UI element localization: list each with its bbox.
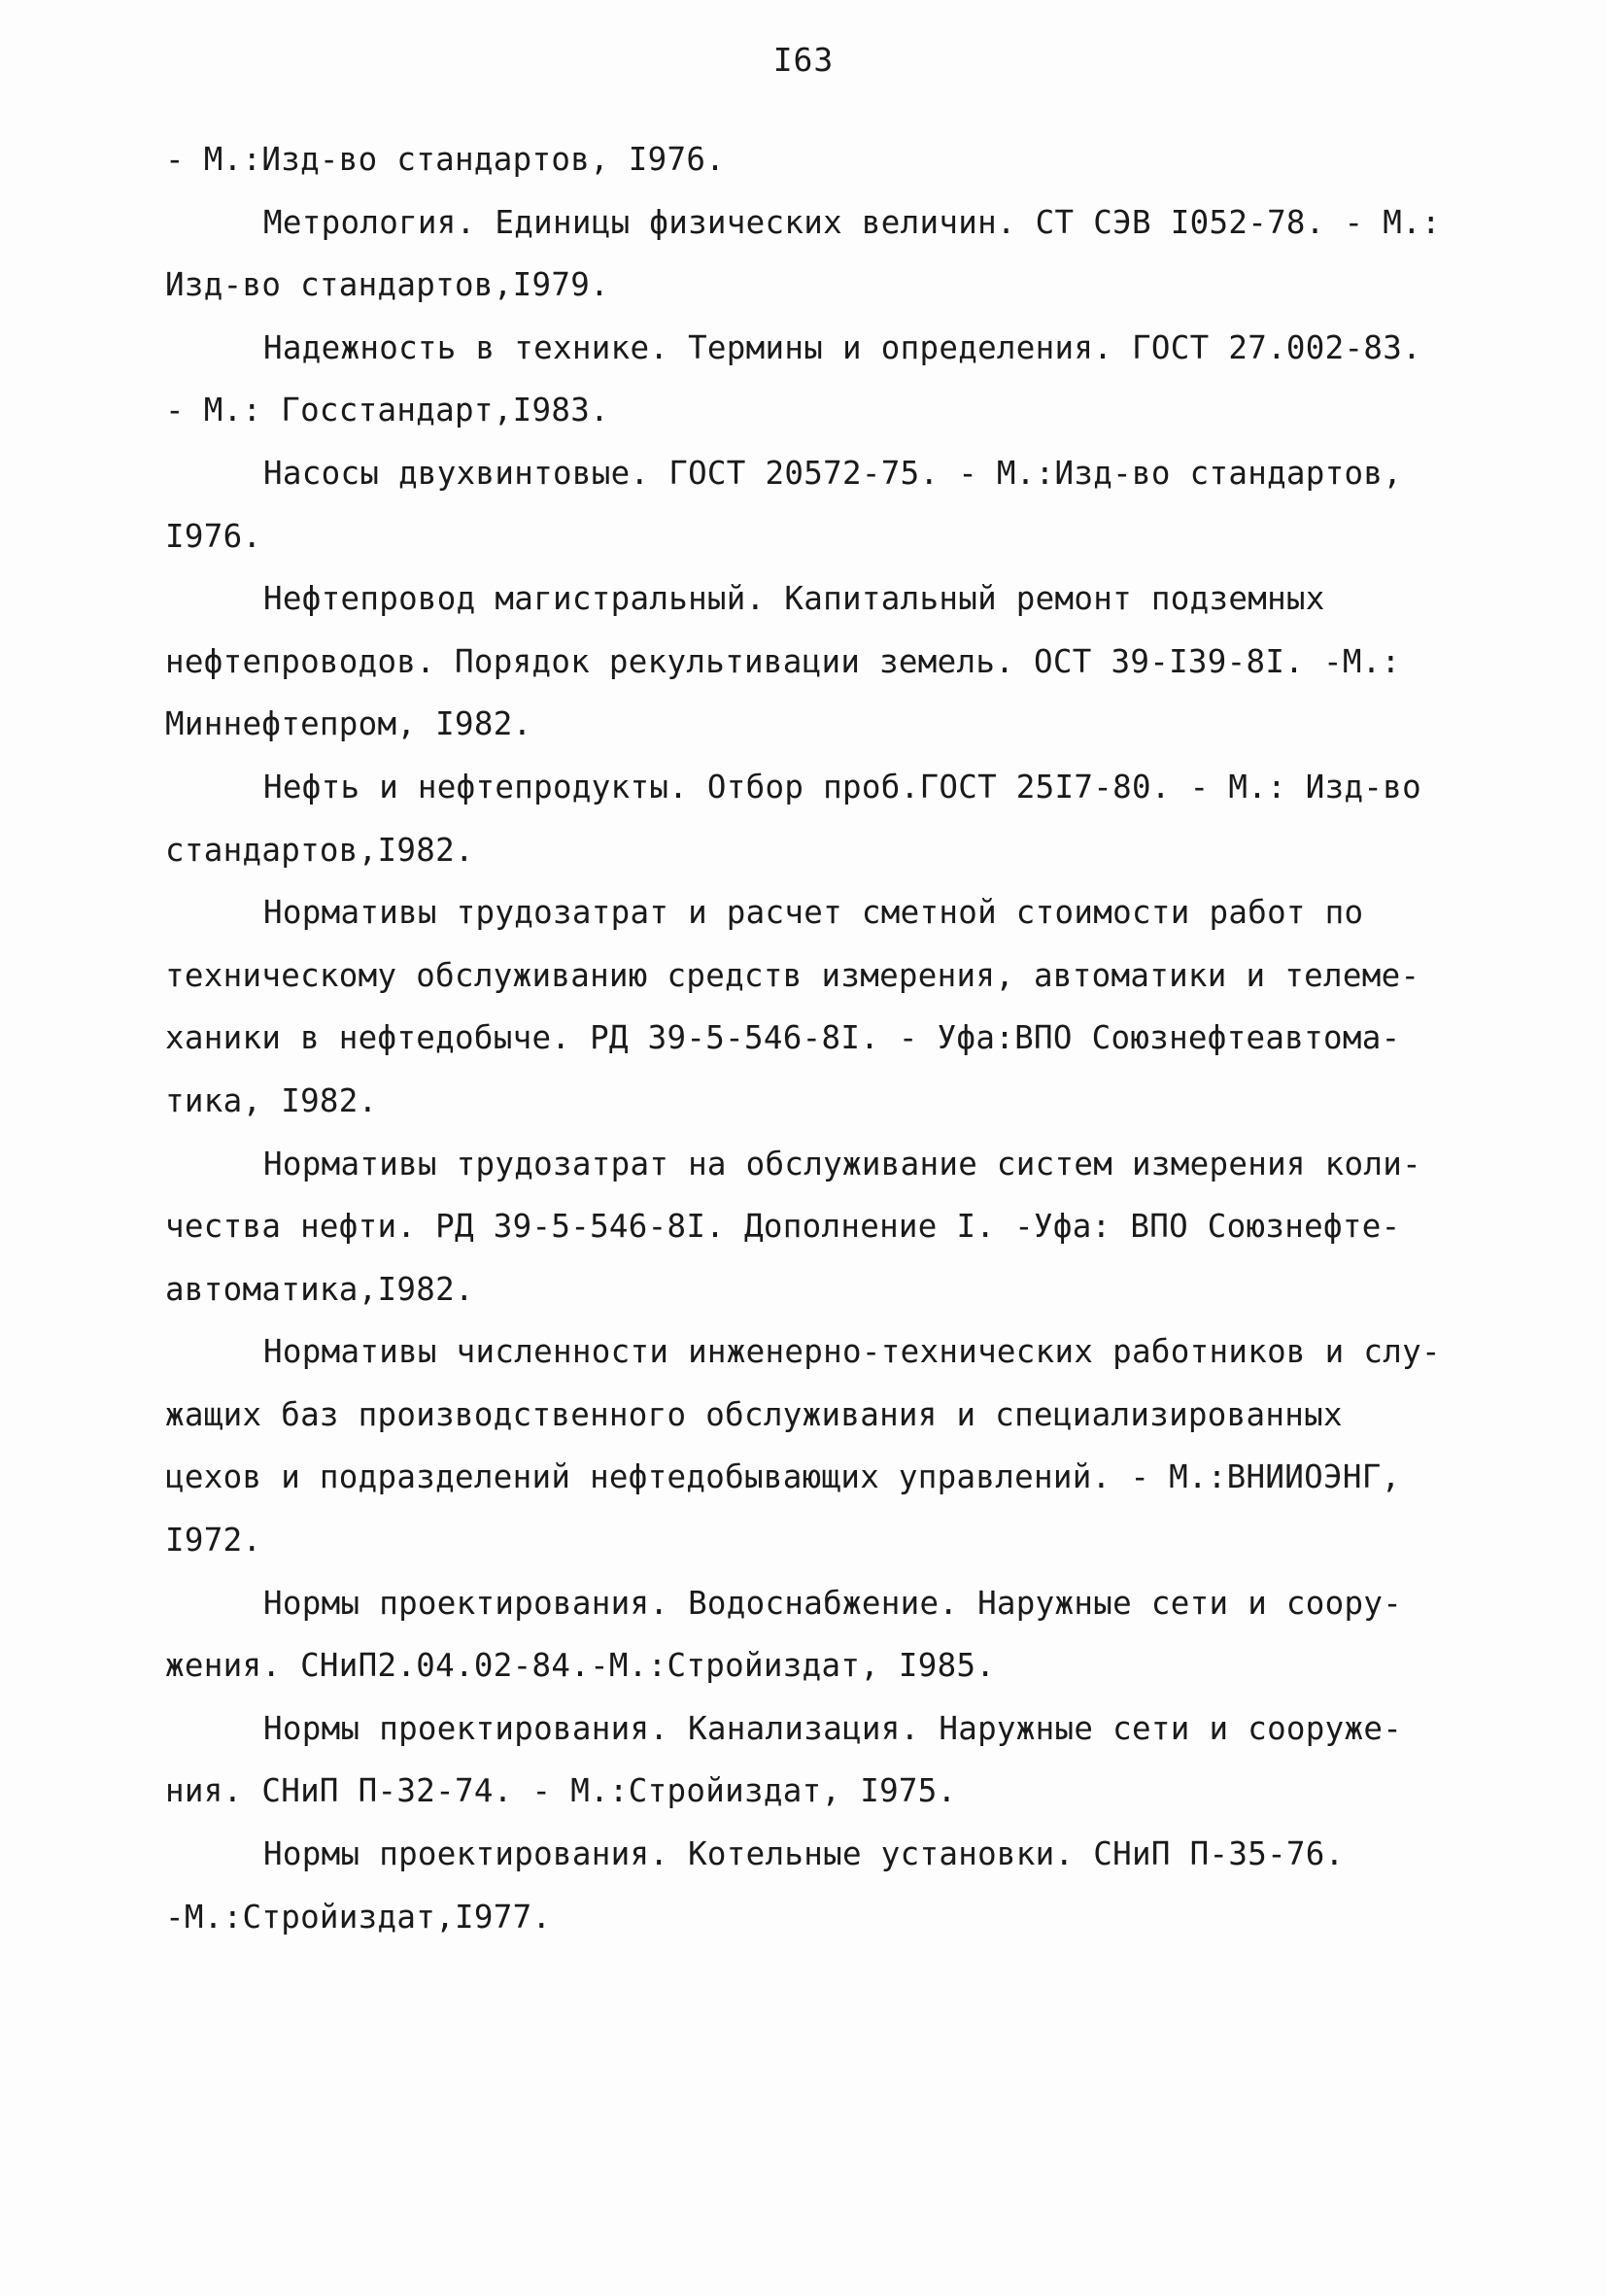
reference-line: -М.:Стройиздат,I977. <box>165 1898 552 1936</box>
reference-line: Нормы проектирования. Канализация. Наружные сети и сооруже- <box>263 1709 1403 1747</box>
reference-line: жащих баз производственного обслуживания и специализированных <box>165 1395 1343 1433</box>
reference-entry <box>165 1697 1477 1823</box>
reference-line: жения. СНиП2.04.02-84.-М.:Стройиздат, I985. <box>165 1647 996 1685</box>
reference-line: - М.:Изд-во стандартов, I976. <box>165 141 726 178</box>
reference-line: тика, I982. <box>165 1081 378 1119</box>
reference-line: I976. <box>165 517 262 555</box>
reference-entry <box>165 128 1477 191</box>
reference-line: стандартов,I982. <box>165 831 474 869</box>
reference-entry <box>165 442 1477 567</box>
reference-line: чества нефти. РД 39-5-546-8I. Дополнение I. -Уфа: ВПО Союзнефте- <box>165 1208 1401 1246</box>
reference-line: Нормативы трудозатрат и расчет сметной стоимости работ по <box>263 894 1364 932</box>
reference-line: Насосы двухвинтовые. ГОСТ 20572-75. - М.:Изд-во стандартов, <box>263 454 1403 492</box>
reference-line: ханики в нефтедобыче. РД 39-5-546-8I. - Уфа:ВПО Союзнефтеавтома- <box>165 1019 1401 1057</box>
reference-line: техническому обслуживанию средств измерения, автоматики и телеме- <box>165 956 1420 994</box>
reference-line: - М.: Госстандарт,I983. <box>165 392 609 429</box>
reference-line: Нефть и нефтепродукты. Отбор проб.ГОСТ 25I7-80. - М.: Изд-во <box>263 768 1421 805</box>
reference-line: Нормы проектирования. Котельные установки. СНиП П-35-76. <box>263 1835 1345 1873</box>
reference-line: Изд-во стандартов,I979. <box>165 266 609 304</box>
reference-line: автоматика,I982. <box>165 1270 474 1308</box>
reference-entry <box>165 191 1477 317</box>
reference-line: Миннефтепром, I982. <box>165 705 532 743</box>
reference-entry <box>165 1823 1477 1948</box>
reference-line: нефтепроводов. Порядок рекультивации земель. ОСТ 39-I39-8I. -М.: <box>165 642 1401 680</box>
reference-line: цехов и подразделений нефтедобывающих управлений. - М.:ВНИИОЭНГ, <box>165 1458 1401 1496</box>
reference-line: ния. СНиП П-32-74. - М.:Стройиздат, I975. <box>165 1772 957 1810</box>
page-number: I63 <box>772 41 835 79</box>
reference-line: Нефтепровод магистральный. Капитальный ремонт подземных <box>263 580 1325 618</box>
reference-entry <box>165 1572 1477 1697</box>
reference-line: Нормы проектирования. Водоснабжение. Наружные сети и соору- <box>263 1584 1403 1622</box>
reference-entry <box>165 756 1477 881</box>
reference-line: I972. <box>165 1522 262 1559</box>
reference-entry <box>165 567 1477 756</box>
reference-line: Надежность в технике. Термины и определения. ГОСТ 27.002-83. <box>263 328 1421 366</box>
reference-entry <box>165 317 1477 442</box>
reference-line: Нормативы трудозатрат на обслуживание систем измерения коли- <box>263 1145 1421 1182</box>
reference-line: Нормативы численности инженерно-технических работников и слу- <box>263 1333 1441 1371</box>
reference-entry <box>165 1133 1477 1321</box>
reference-list <box>165 128 1477 1948</box>
reference-entry <box>165 1320 1477 1571</box>
reference-entry <box>165 881 1477 1132</box>
reference-line: Метрология. Единицы физических величин. СТ СЭВ I052-78. - М.: <box>263 203 1441 241</box>
